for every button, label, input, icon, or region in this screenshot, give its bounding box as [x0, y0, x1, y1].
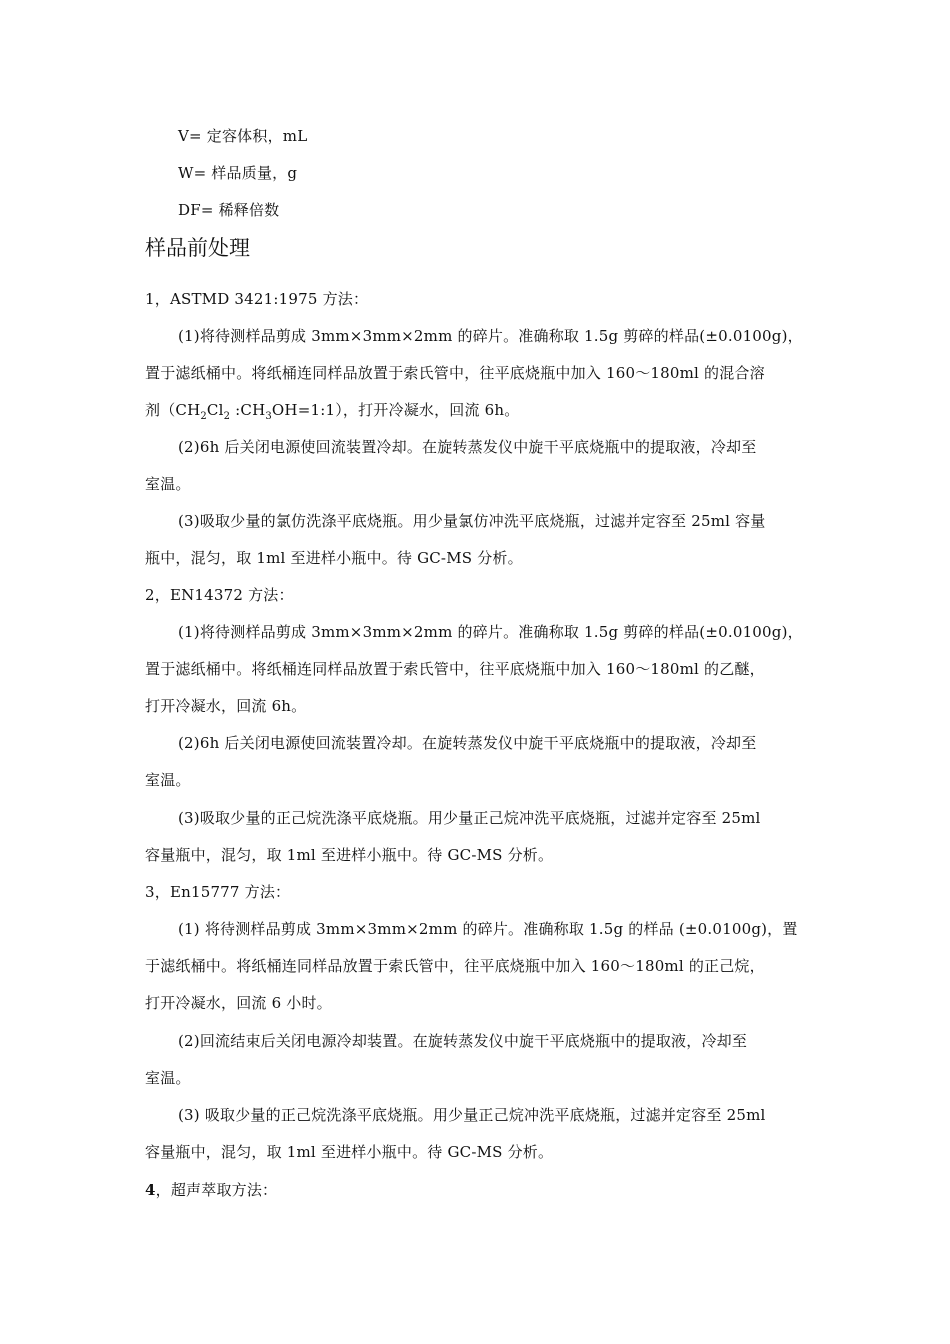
section-title: 样品前处理	[145, 236, 250, 260]
method-2-step-1-line-2: 置于滤纸桶中。将纸桶连同样品放置于索氏管中，往平底烧瓶中加入 160～180ml 的乙醚，	[145, 660, 765, 678]
formula-mid-2: :CH	[230, 401, 266, 419]
method-3-step-3-line-2: 容量瓶中，混匀，取 1ml 至进样小瓶中。待 GC-MS 分析。	[145, 1143, 554, 1161]
formula-suffix: OH=1:1），打开冷凝水，回流 6h。	[271, 401, 520, 419]
method-2-step-1-line-3: 打开冷凝水，回流 6h。	[145, 697, 307, 715]
formula-mid-1: Cl	[206, 401, 224, 419]
method-1-step-3-line-1: (3)吸取少量的氯仿洗涤平底烧瓶。用少量氯仿冲洗平底烧瓶，过滤并定容至 25ml 容量	[178, 512, 766, 530]
method-3-step-1-line-3: 打开冷凝水，回流 6 小时。	[145, 994, 332, 1012]
method-3-step-1-line-1: (1) 将待测样品剪成 3mm×3mm×2mm 的碎片。准确称取 1.5g 的样品 (±0.0100g)，置	[178, 920, 798, 938]
method-1-step-1-line-2: 置于滤纸桶中。将纸桶连同样品放置于索氏管中，往平底烧瓶中加入 160～180ml 的混合溶	[145, 364, 765, 382]
formula-sub-2: 2	[223, 411, 231, 422]
method-4-header	[145, 1180, 277, 1200]
definition-v: V= 定容体积，mL	[178, 127, 308, 145]
method-3-header: 3，En15777 方法：	[145, 883, 291, 901]
method-1-step-2-line-2: 室温。	[145, 475, 191, 493]
formula-sub-1: 2	[200, 411, 207, 422]
method-2-step-1-line-1: (1)将待测样品剪成 3mm×3mm×2mm 的碎片。准确称取 1.5g 剪碎的样品(±0.0100g)，	[178, 623, 803, 641]
method-1-header: 1，ASTMD 3421:1975 方法：	[145, 290, 369, 308]
method-1-step-1-line-1: (1)将待测样品剪成 3mm×3mm×2mm 的碎片。准确称取 1.5g 剪碎的样品(±0.0100g)，	[178, 327, 803, 345]
method-3-step-1-line-2: 于滤纸桶中。将纸桶连同样品放置于索氏管中，往平底烧瓶中加入 160～180ml 的正己烷，	[145, 957, 765, 975]
method-1-step-2-line-1: (2)6h 后关闭电源使回流装置冷却。在旋转蒸发仪中旋干平底烧瓶中的提取液，冷却至	[178, 438, 757, 456]
method-2-step-3-line-2: 容量瓶中，混匀，取 1ml 至进样小瓶中。待 GC-MS 分析。	[145, 846, 554, 864]
method-4-title: ，超声萃取方法：	[155, 1181, 278, 1199]
method-4-number: 4	[145, 1181, 156, 1199]
method-2-step-2-line-2: 室温。	[145, 771, 191, 789]
method-2-header: 2，EN14372 方法：	[145, 586, 294, 604]
method-3-step-3-line-1: (3) 吸取少量的正己烷洗涤平底烧瓶。用少量正己烷冲洗平底烧瓶，过滤并定容至 25ml	[178, 1106, 766, 1124]
definition-w: W= 样品质量，g	[178, 164, 298, 182]
method-3-step-2-line-1: (2)回流结束后关闭电源冷却装置。在旋转蒸发仪中旋干平底烧瓶中的提取液，冷却至	[178, 1032, 748, 1050]
method-1-step-1-formula-line	[145, 400, 519, 420]
formula-prefix: 剂（CH	[145, 401, 201, 419]
method-1-step-3-line-2: 瓶中，混匀，取 1ml 至进样小瓶中。待 GC-MS 分析。	[145, 549, 523, 567]
method-2-step-2-line-1: (2)6h 后关闭电源使回流装置冷却。在旋转蒸发仪中旋干平底烧瓶中的提取液，冷却至	[178, 734, 757, 752]
formula-sub-3: 3	[265, 411, 272, 422]
method-2-step-3-line-1: (3)吸取少量的正己烷洗涤平底烧瓶。用少量正己烷冲洗平底烧瓶，过滤并定容至 25ml	[178, 809, 761, 827]
method-3-step-2-line-2: 室温。	[145, 1069, 191, 1087]
definition-df: DF= 稀释倍数	[178, 201, 280, 219]
